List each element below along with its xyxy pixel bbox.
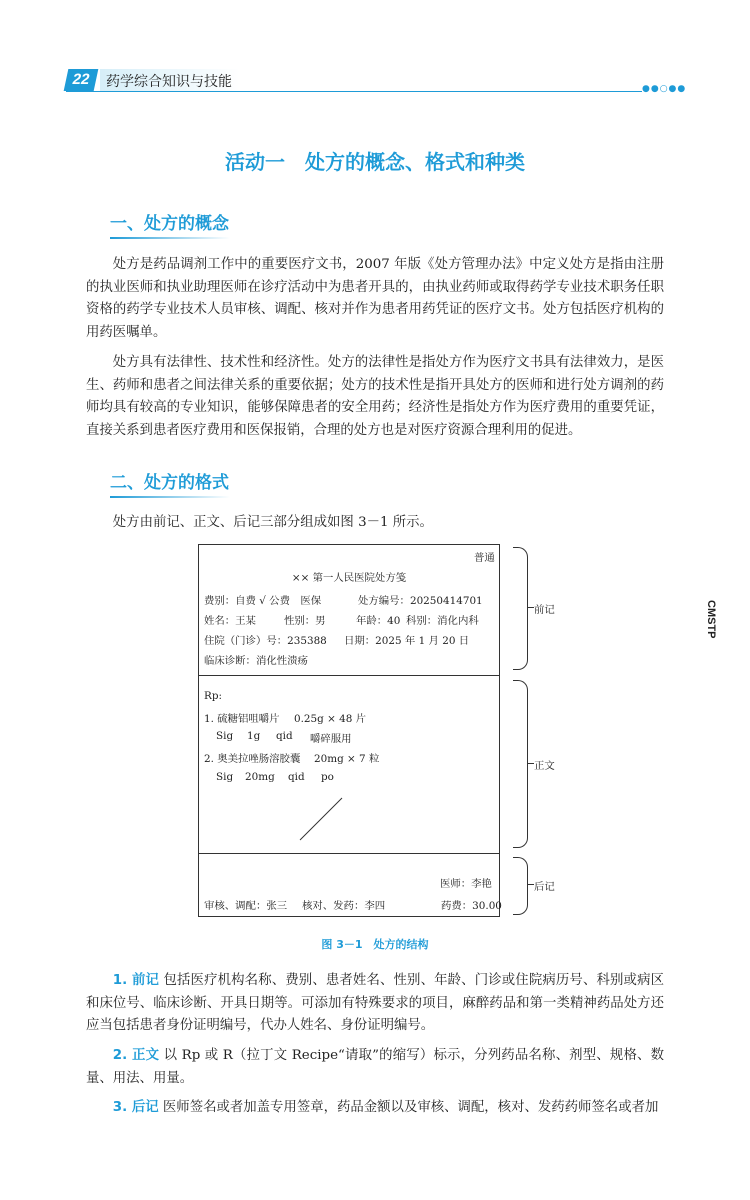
item-preamble-label: 1. 前记 [112,973,160,988]
rx-reviewer: 审核、调配：张三 [204,900,288,912]
header-dots-ornament: ●●○●● [642,84,687,94]
rx-date: 日期：2025 年 1 月 20 日 [344,635,470,647]
header-rule [66,91,642,92]
rx-drug-1-name: 1. 硫糖铝咀嚼片 [204,713,280,725]
rx-drug-2-route: po [321,771,334,783]
rx-drug-2-spec: 20mg × 7 粒 [314,753,380,765]
rx-checker: 核对、发药：李四 [302,900,386,912]
side-watermark: CMSTP [705,600,717,639]
section-1-paragraph-1: 处方是药品调剂工作中的重要医疗文书，2007 年版《处方管理办法》中定义处方是指由注册的执业医师和执业助理医师在诊疗活动中为患者开具的，由执业药师或取得药学专业技术职务任职资格的药学专业技术人员审核、调配、核对并作为患者用药凭证的医疗文书。处方包括医疗机构的用药医嘱单。 [86,257,664,340]
rx-divider-bottom [199,853,499,854]
section-1-title: 一、处方的概念 [110,209,229,234]
brace-label-preamble: 前记 [534,604,555,616]
rx-drug-2-sig: Sig [216,771,234,783]
rx-doctor: 医师：李艳 [440,878,492,890]
rx-record-number: 住院（门诊）号：235388 [204,635,327,647]
item-body [86,1045,664,1090]
rx-fee-type: 费别：自费 √ 公费 医保 [204,595,322,607]
rx-diagnosis: 临床诊断：消化性溃疡 [204,655,308,667]
brace-label-body: 正文 [534,760,555,772]
rx-drug-2-frequency: qid [288,771,305,783]
brace-preamble [513,547,528,670]
rx-divider-top [199,675,499,676]
rx-department: 科别：消化内科 [406,615,479,627]
rx-patient-sex: 性别：男 [284,615,326,627]
section-2-title: 二、处方的格式 [110,468,229,493]
item-postscript-label: 3. 后记 [112,1100,159,1115]
rx-patient-name: 姓名：王某 [204,615,256,627]
rx-drug-1-route: 嚼碎服用 [310,733,352,745]
book-title: 药学综合知识与技能 [106,74,232,90]
item-preamble [86,970,664,1038]
item-preamble-text: 包括医疗机构名称、费别、患者姓名、性别、年龄、门诊或住院病历号、科别或病区和床位号、临床诊断、开具日期等。可添加有特殊要求的项目，麻醉药品和第一类精神药品处方还应当包括患者身份证明编号，代办人姓名、身份证明编号。 [86,973,664,1033]
rx-fee: 药费：30.00 [441,900,502,912]
item-postscript [86,1097,664,1120]
rx-type-label: 普通 [474,552,495,564]
activity-title: 活动一 处方的概念、格式和种类 [225,150,525,174]
rx-drug-1-dose: 1g [247,730,261,742]
rx-drug-1-sig: Sig [216,730,234,742]
section-1-paragraph-2: 处方具有法律性、技术性和经济性。处方的法律性是指处方作为医疗文书具有法律效力，是医生、药师和患者之间法律关系的重要依据；处方的技术性是指开具处方的医师和进行处方调剂的药师均具有较高的专业知识，能够保障患者的安全用药；经济性是指处方作为医疗费用的重要凭证，直接关系到患者医疗费用和医保报销，合理的处方也是对医疗资源合理利用的促进。 [86,355,664,438]
rx-drug-2-dose: 20mg [245,771,275,783]
rx-drug-1-spec: 0.25g × 48 片 [294,713,367,725]
rx-number: 处方编号：20250414701 [358,595,483,607]
rx-patient-age: 年龄：40 [356,615,401,627]
item-body-text: 以 Rp 或 R（拉丁文 Recipe“请取”的缩写）标示，分列药品名称、剂型、规格、数量、用法、用量。 [86,1048,664,1086]
rx-hospital-name: ×× 第一人民医院处方笺 [291,572,407,584]
figure-caption: 图 3－1 处方的结构 [321,938,429,951]
section-2-intro: 处方由前记、正文、后记三部分组成如图 3－1 所示。 [112,515,433,530]
item-postscript-text: 医师签名或者加盖专用签章，药品金额以及审核、调配，核对、发药药师签名或者加 [162,1100,659,1115]
item-body-label: 2. 正文 [112,1048,160,1063]
rx-drug-2-name: 2. 奥美拉唑肠溶胶囊 [204,753,301,765]
rx-drug-1-frequency: qid [276,730,293,742]
brace-label-postscript: 后记 [534,881,555,893]
brace-postscript [513,857,528,915]
rx-rp: Rp: [204,690,222,702]
rx-void-slash [298,796,344,842]
page-number: 22 [64,69,99,91]
brace-body [513,680,528,848]
